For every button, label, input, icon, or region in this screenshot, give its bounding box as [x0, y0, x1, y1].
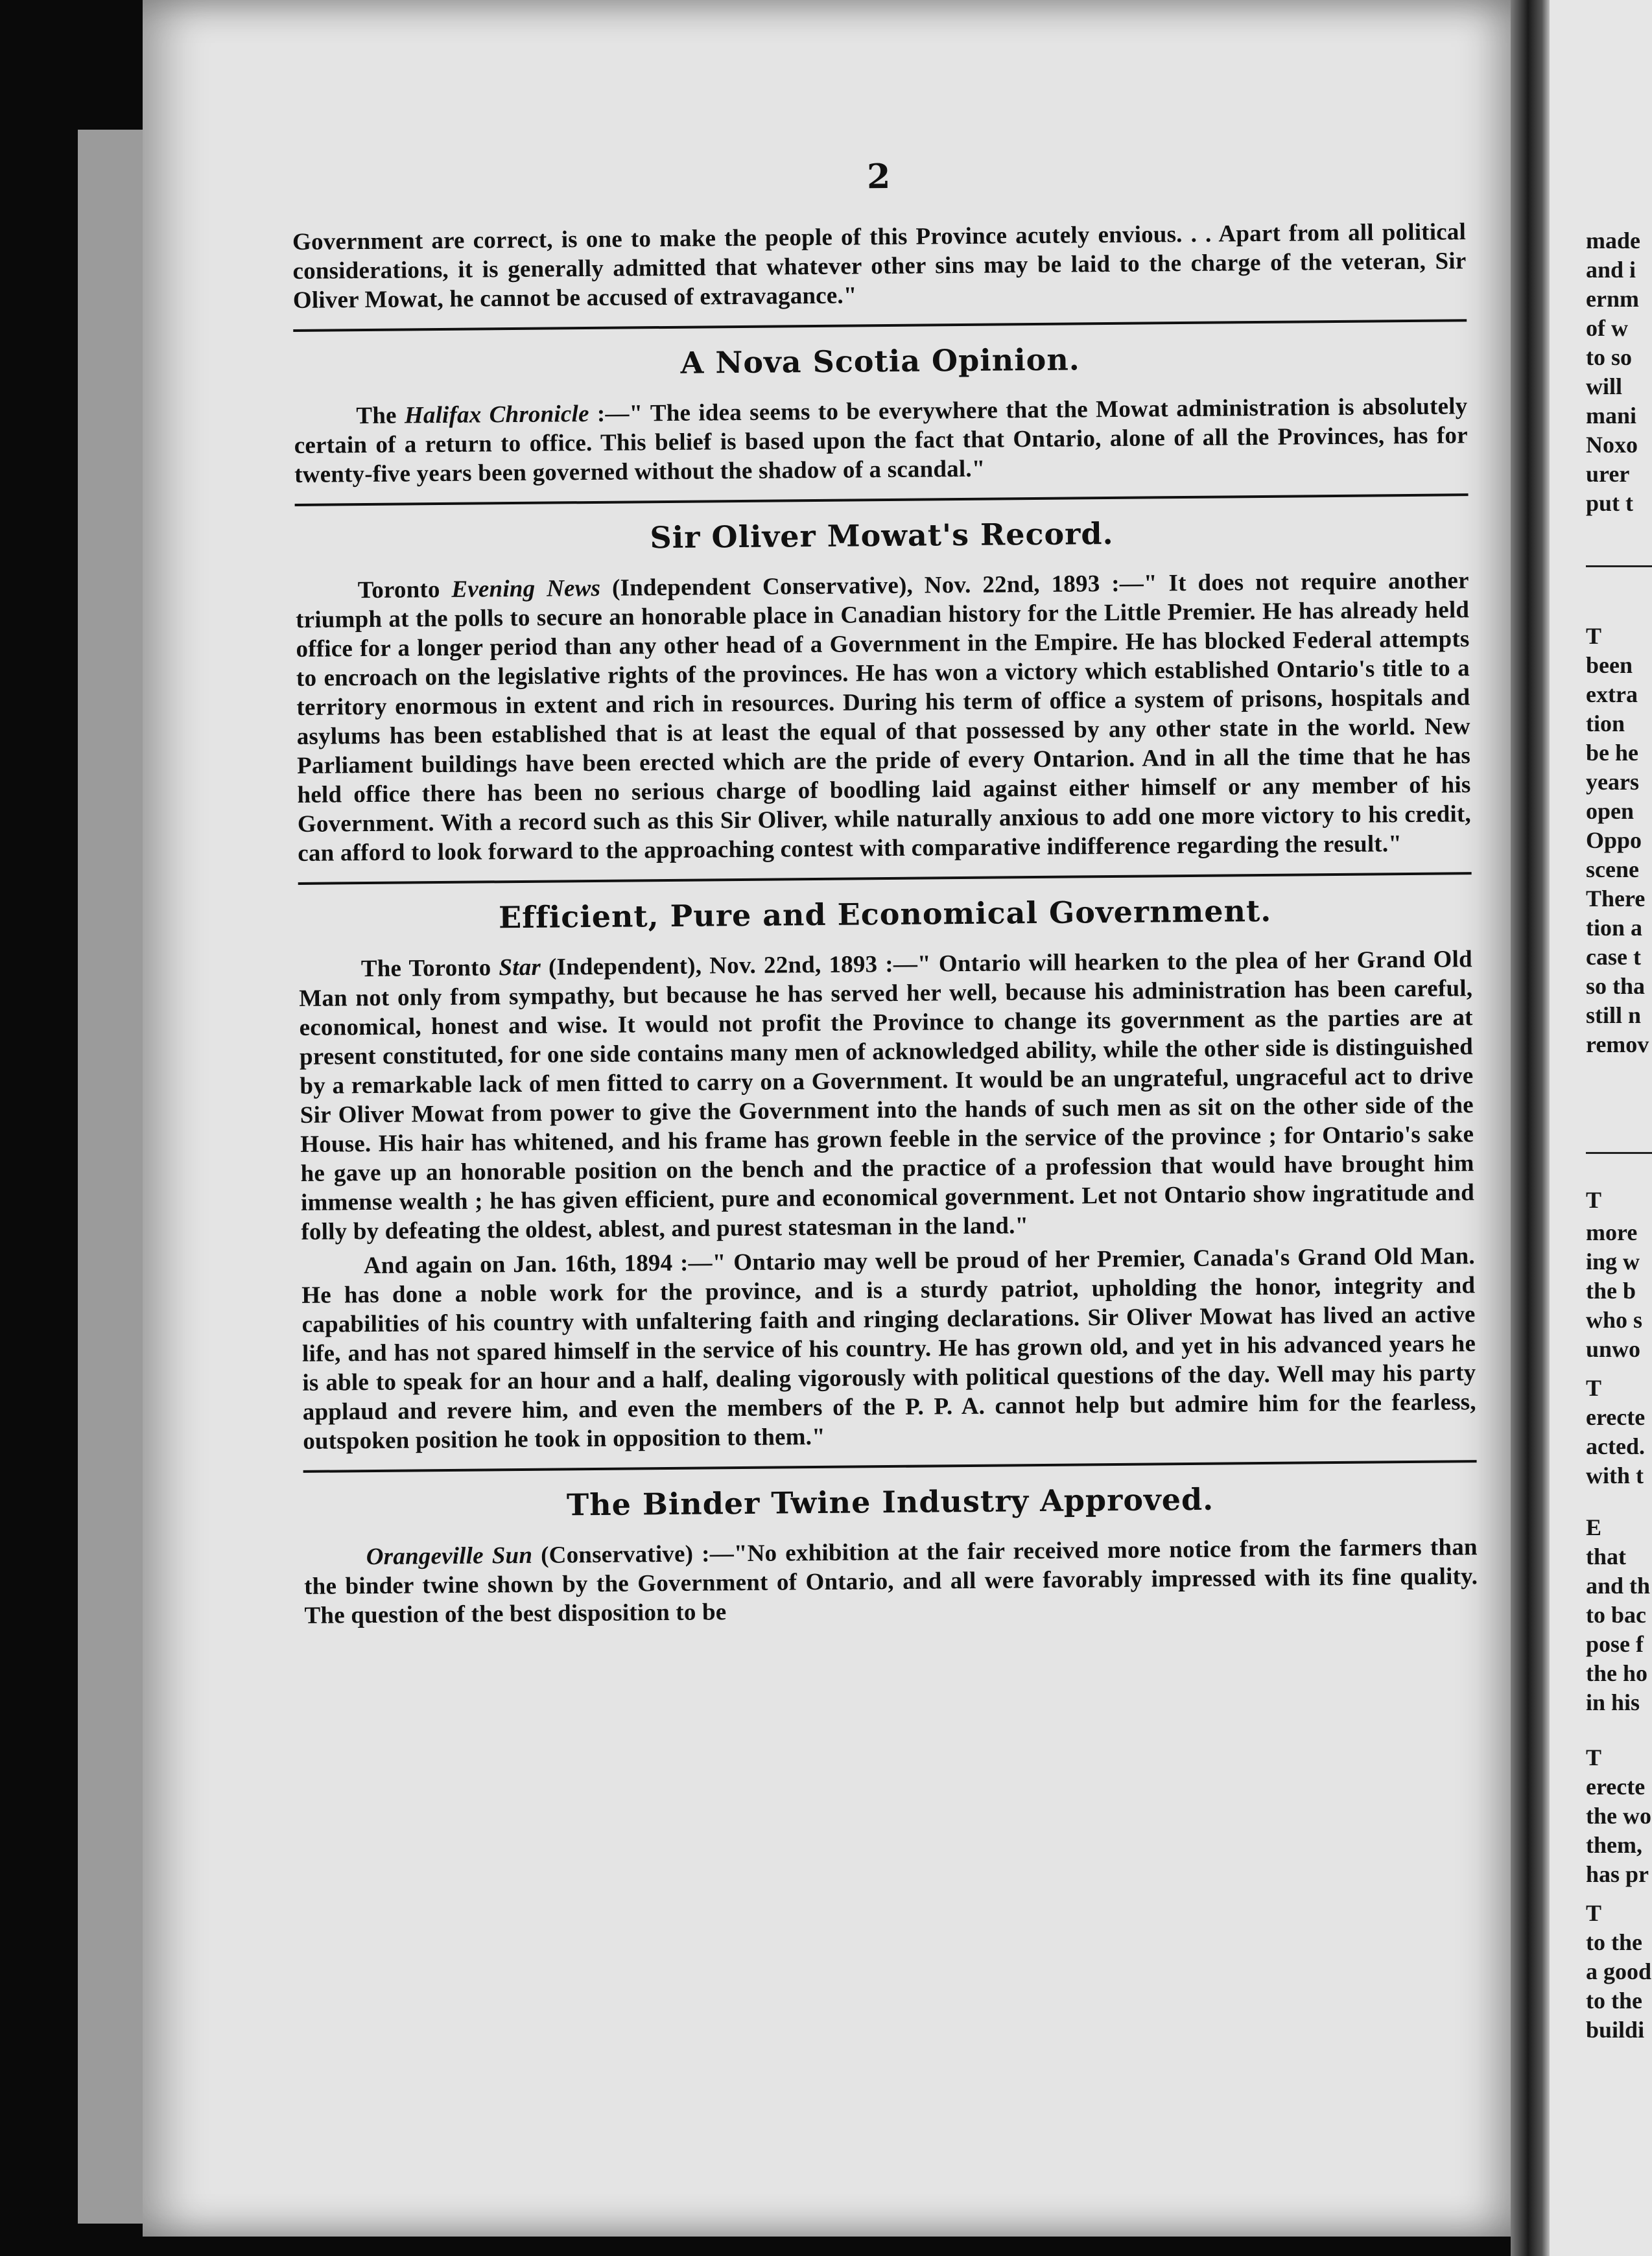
section-heading: Efficient, Pure and Economical Government. — [498, 893, 1272, 935]
adjacent-page-fragment: to so — [1586, 344, 1632, 370]
section-heading: A Nova Scotia Opinion. — [680, 342, 1081, 381]
adjacent-page-fragment: who s — [1586, 1307, 1643, 1333]
source-name: Halifax Chronicle — [404, 401, 589, 429]
section-paragraph — [304, 1533, 1478, 1630]
adjacent-page-fragment: buildi — [1586, 2017, 1645, 2043]
adjacent-page-fragment: that — [1586, 1544, 1626, 1569]
adjacent-page-fragment: E — [1586, 1514, 1602, 1540]
adjacent-page-fragment: ernm — [1586, 286, 1639, 312]
adjacent-page-fragment: be he — [1586, 740, 1638, 766]
book-gutter — [1511, 0, 1550, 2256]
adjacent-page-fragment: erecte — [1586, 1774, 1646, 1800]
paragraph-text: Toronto — [357, 576, 452, 604]
section-divider — [298, 872, 1472, 885]
adjacent-page-fragment: made — [1586, 228, 1640, 253]
adjacent-page-fragment: the wo — [1586, 1803, 1651, 1829]
adjacent-page-fragment: case t — [1586, 944, 1641, 970]
paragraph-text: (Independent Conservative), Nov. 22nd, 1893 :—" It does not require another triumph at the polls to secure an honorable place in Canadian history for the Little Premier. He has already held office for a longer period than any other head of a Government in the Empire. He has blocked Federal attempts to encroach on the legislative rights of the provinces. He has won a victory which established Ontario's title to a territory enormous in extent and rich in resources. During his term of office a system of prisons, hospitals and asylums has been established that is at least the equal of that possessed by any other state in the world. New Parliament buildings have been erected which are the pride of every Ontarion. And in all the time that he has held office there has been no serious charge of boodling laid against either himself or any member of his Government. With a record such as this Sir Oliver, while naturally anxious to add one more victory to his credit, can afford to look forward to the approaching contest with comparative indifference regarding the result." — [295, 567, 1472, 867]
section-heading: The Binder Twine Industry Approved. — [566, 1481, 1214, 1523]
adjacent-page-fragment: still n — [1586, 1002, 1642, 1028]
adjacent-page-fragment: ing w — [1586, 1249, 1640, 1275]
adjacent-page-fragment: T — [1586, 1187, 1602, 1213]
adjacent-page-fragment: unwo — [1586, 1336, 1641, 1362]
adjacent-page-fragment: open — [1586, 798, 1634, 824]
adjacent-page-fragment: T — [1586, 623, 1602, 649]
page-number: 2 — [866, 156, 891, 197]
adjacent-page-fragment: with t — [1586, 1463, 1644, 1488]
section-paragraph — [299, 945, 1475, 1247]
adjacent-page-fragment: extra — [1586, 681, 1638, 707]
adjacent-page-fragment: Oppo — [1586, 827, 1642, 853]
paragraph-text: :—" The idea seems to be everywhere that the Mowat administration is absolutely certain of a return to office. This belief is based upon the fact that Ontario, alone of all the Provinces, has for twenty-five years been governed without the shadow of a scandal." — [294, 393, 1468, 488]
adjacent-page-fragment: and th — [1586, 1573, 1651, 1599]
adjacent-page-fragment: will — [1586, 373, 1623, 399]
adjacent-page-fragment: the ho — [1586, 1660, 1648, 1686]
adjacent-page-fragment: tion a — [1586, 915, 1643, 941]
paragraph-text: (Independent), Nov. 22nd, 1893 :—" Ontario will hearken to the plea of her Grand Old Man not only from sympathy, but because he has served her well, because his administration has been careful, economical, honest and wise. It would not profit the Province to change its government as the parties are at present constituted, for one side contains many men of acknowledged ability, while the other side is distinguished by a remarkable lack of men fitted to carry on a Government. It would be an ungrateful, ungraceful act to drive Sir Oliver Mowat from power to give the Government into the hands of such men as sit on the other side of the House. His hair has whitened, and his frame has grown feeble in the service of the province ; for Ontario's sake he gave up an honorable position on the bench and the practice of a profession that would have brought him immense wealth ; he has given efficient, pure and economical government. Let not Ontario show ingratitude and folly by defeating the oldest, ablest, and purest statesman in the land." — [299, 946, 1475, 1245]
section-paragraph — [296, 566, 1472, 868]
adjacent-page-fragment: tion — [1586, 711, 1625, 736]
adjacent-page-fragment: has pr — [1586, 1861, 1649, 1887]
adjacent-page-fragment: T — [1586, 1375, 1602, 1401]
adjacent-page-fragment: to bac — [1586, 1602, 1646, 1628]
adjacent-page-divider — [1586, 1152, 1652, 1154]
adjacent-page-fragment: T — [1586, 1745, 1602, 1770]
adjacent-page-fragment: the b — [1586, 1278, 1636, 1304]
adjacent-page-fragment: in his — [1586, 1689, 1640, 1715]
paragraph-text: The — [356, 402, 405, 430]
section-divider — [295, 493, 1469, 506]
intro-paragraph: Government are correct, is one to make the people of this Province acutely envious. . . Apart from all political considerations, it is generally admitted that whatever other sins may be laid to the charge of the veteran, Sir Oliver Mowat, he cannot be accused of extravagance." — [292, 218, 1467, 314]
section-divider — [303, 1460, 1477, 1473]
adjacent-page-fragment: erecte — [1586, 1404, 1646, 1430]
adjacent-page-fragment: of w — [1586, 315, 1628, 341]
source-name: Star — [499, 954, 541, 981]
adjacent-page-fragment: There — [1586, 886, 1646, 911]
adjacent-page-fragment: pose f — [1586, 1631, 1644, 1657]
adjacent-page-fragment: remov — [1586, 1031, 1649, 1057]
adjacent-page-fragment: T — [1586, 1900, 1602, 1926]
section-paragraph — [294, 392, 1468, 489]
adjacent-page-fragment: urer — [1586, 461, 1630, 487]
source-name: Orangeville Sun — [366, 1542, 533, 1571]
adjacent-page-fragment: put t — [1586, 490, 1634, 516]
section-paragraph — [301, 1241, 1477, 1456]
adjacent-page-fragment: mani — [1586, 403, 1637, 429]
adjacent-page-fragment: them, — [1586, 1832, 1642, 1858]
adjacent-page-fragment: and i — [1586, 257, 1636, 283]
adjacent-page-fragment: years — [1586, 769, 1639, 795]
adjacent-page-fragment: Noxo — [1586, 432, 1638, 458]
adjacent-page-fragment: so tha — [1586, 973, 1646, 999]
adjacent-page-fragment: more — [1586, 1219, 1638, 1245]
adjacent-page-divider — [1586, 565, 1652, 567]
adjacent-page-fragment: scene — [1586, 856, 1639, 882]
paragraph-text: The Toronto — [360, 954, 499, 983]
adjacent-page-fragment: been — [1586, 652, 1633, 678]
adjacent-page-fragment: to the — [1586, 1988, 1642, 2014]
adjacent-page-strip — [1550, 0, 1652, 2256]
text-column — [292, 152, 1478, 1630]
section-divider — [293, 319, 1467, 332]
source-name: Evening News — [451, 574, 601, 603]
section-heading: Sir Oliver Mowat's Record. — [650, 515, 1114, 556]
adjacent-page-fragment: acted. — [1586, 1433, 1645, 1459]
adjacent-page-fragment: to the — [1586, 1929, 1642, 1955]
paragraph-text: And again on Jan. 16th, 1894 :—" Ontario may well be proud of her Premier, Canada's Grand Old Man. He has done a noble work for the province, and is a sturdy patriot, upholding the honor, integrity and capabilities of his country with unfaltering faith and ringing declarations. Sir Oliver Mowat has lived an active life, and has not spared himself in the service of his country. He has grown old, and yet in his advanced years he is able to speak for an hour and a half, dealing vigorously with political questions of the day. Well may his party applaud and revere him, and even the members of the P. P. A. cannot help but admire him for the fearless, outspoken position he took in opposition to them." — [301, 1243, 1476, 1455]
adjacent-page-fragment: a good — [1586, 1958, 1652, 1984]
paragraph-text: (Conservative) :—"No exhibition at the fair received more notice from the farmers than the binder twine shown by the Government of Ontario, and all were favorably impressed with its fine quality. The question of the best disposition to be — [303, 1534, 1478, 1629]
